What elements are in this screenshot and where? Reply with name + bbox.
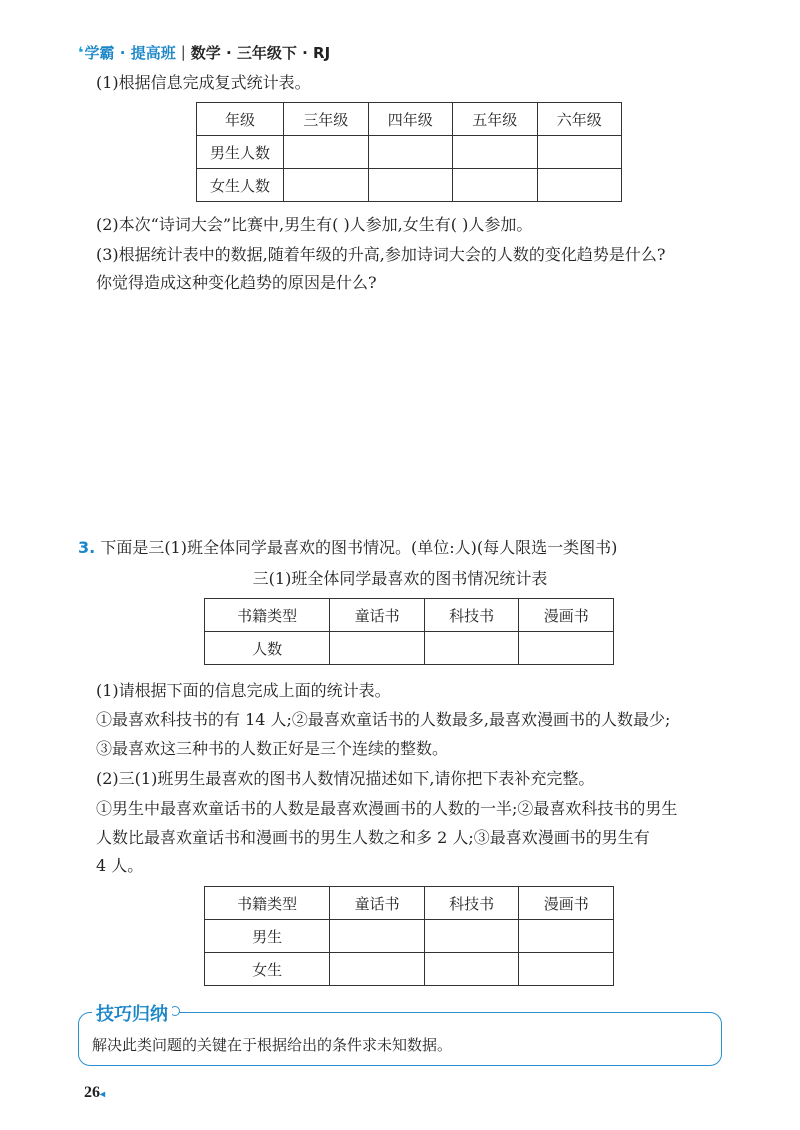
table-header-cell: 三年级 (284, 103, 369, 136)
header-separator: | (180, 43, 186, 61)
table-row (205, 920, 614, 953)
row-label: 男生 (205, 920, 330, 953)
question-number: 3. (78, 538, 96, 557)
tips-title: 技巧归纳 (92, 1000, 172, 1026)
q3-intro-text: 下面是三(1)班全体同学最喜欢的图书情况。(单位:人)(每人限选一类图书) (100, 538, 618, 557)
table-header-row (205, 599, 614, 632)
answer-cell[interactable] (368, 169, 453, 202)
q3-intro (78, 537, 617, 559)
leaf-icon: ❛ (78, 42, 84, 62)
answer-cell[interactable] (284, 169, 369, 202)
boys-books-table (204, 886, 614, 986)
table-header-cell: 书籍类型 (205, 599, 330, 632)
q3-p1-line2: ③最喜欢这三种书的人数正好是三个连续的整数。 (96, 739, 449, 758)
answer-cell[interactable] (537, 169, 622, 202)
answer-cell[interactable] (424, 953, 519, 986)
table-row (197, 136, 622, 169)
table-header-cell: 科技书 (424, 599, 519, 632)
table-row (205, 953, 614, 986)
answer-cell[interactable] (424, 632, 519, 665)
answer-cell[interactable] (330, 953, 425, 986)
answer-cell[interactable] (330, 920, 425, 953)
page-number (84, 1084, 105, 1102)
q2-part1: (1)根据信息完成复式统计表。 (96, 73, 311, 92)
answer-cell[interactable] (453, 136, 538, 169)
answer-cell[interactable] (537, 136, 622, 169)
q3-p2-line3: 4 人。 (96, 856, 144, 875)
table-header-cell: 五年级 (453, 103, 538, 136)
table-title: 三(1)班全体同学最喜欢的图书情况统计表 (252, 569, 548, 588)
answer-cell[interactable] (330, 632, 425, 665)
q3-p2: (2)三(1)班男生最喜欢的图书人数情况描述如下,请你把下表补充完整。 (96, 769, 595, 788)
table-header-cell: 漫画书 (519, 599, 614, 632)
q2-part3-line2: 你觉得造成这种变化趋势的原因是什么? (96, 273, 377, 292)
row-label: 女生 (205, 953, 330, 986)
subject-title: 数学 · 三年级下 · RJ (190, 43, 331, 62)
answer-cell[interactable] (284, 136, 369, 169)
q3-p1: (1)请根据下面的信息完成上面的统计表。 (96, 681, 391, 700)
table-header-cell: 科技书 (424, 887, 519, 920)
books-table (204, 598, 614, 665)
brand-name: 学霸 · 提高班 (84, 43, 176, 62)
answer-cell[interactable] (519, 632, 614, 665)
table-header-row (205, 887, 614, 920)
page-header (78, 40, 330, 64)
tips-text: 解决此类问题的关键在于根据给出的条件求未知数据。 (92, 1036, 453, 1054)
table-header-cell: 六年级 (537, 103, 622, 136)
q2-part3-line1: (3)根据统计表中的数据,随着年级的升高,参加诗词大会的人数的变化趋势是什么? (96, 245, 666, 264)
table-header-cell: 书籍类型 (205, 887, 330, 920)
answer-cell[interactable] (424, 920, 519, 953)
table-row (205, 632, 614, 665)
table-header-cell: 童话书 (330, 599, 425, 632)
q3-p2-line2: 人数比最喜欢童话书和漫画书的男生人数之和多 2 人;③最喜欢漫画书的男生有 (96, 828, 650, 847)
answer-cell[interactable] (368, 136, 453, 169)
table-header-cell: 漫画书 (519, 887, 614, 920)
q3-p2-line1: ①男生中最喜欢童话书的人数是最喜欢漫画书的人数的一半;②最喜欢科技书的男生 (96, 799, 678, 818)
q3-p1-line1: ①最喜欢科技书的有 14 人;②最喜欢童话书的人数最多,最喜欢漫画书的人数最少; (96, 710, 671, 729)
table-header-cell: 四年级 (368, 103, 453, 136)
row-label: 男生人数 (197, 136, 284, 169)
answer-cell[interactable] (519, 953, 614, 986)
grade-table (196, 102, 622, 202)
table-header-cell: 年级 (197, 103, 284, 136)
page-number-text: 26 (84, 1084, 100, 1101)
row-label: 女生人数 (197, 169, 284, 202)
table-row (197, 169, 622, 202)
q2-part2: (2)本次“诗词大会”比赛中,男生有( )人参加,女生有( )人参加。 (96, 215, 533, 234)
answer-cell[interactable] (453, 169, 538, 202)
table-header-cell: 童话书 (330, 887, 425, 920)
arrow-icon: ◂ (100, 1089, 106, 1100)
row-label: 人数 (205, 632, 330, 665)
table-header-row (197, 103, 622, 136)
answer-cell[interactable] (519, 920, 614, 953)
